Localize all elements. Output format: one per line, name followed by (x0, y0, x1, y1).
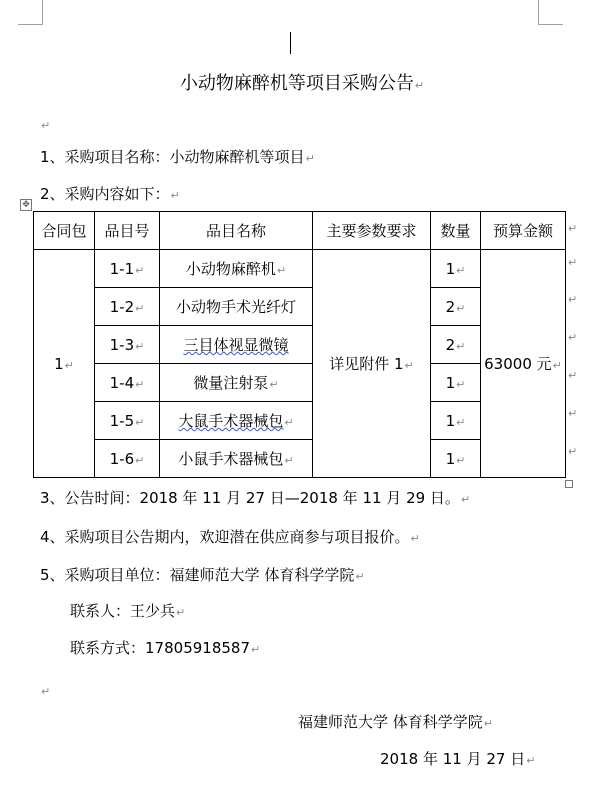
package-cell: 1↵ (34, 250, 95, 478)
margin-corner-top-left (18, 0, 43, 25)
margin-corner-top-right (538, 0, 563, 25)
contact-person: 联系人：王少兵↵ (70, 602, 186, 620)
row-end-mark: ↵ (568, 445, 578, 458)
empty-paragraph: ↵ (41, 119, 51, 132)
item-1: 1、采购项目名称：小动物麻醉机等项目↵ (40, 148, 315, 166)
item-5: 5、采购项目单位：福建师范大学 体育科学学院↵ (40, 566, 365, 584)
name-cell: 三目体视显微镜 (160, 326, 313, 364)
name-cell: 微量注射泵↵ (160, 364, 313, 402)
signature-date: 2018 年 11 月 27 日↵ (380, 750, 536, 768)
table-header-row (34, 212, 566, 250)
row-end-mark: ↵ (568, 407, 578, 420)
row-end-mark: ↵ (568, 222, 578, 235)
text-cursor (290, 32, 291, 54)
name-cell: 小鼠手术器械包↵ (160, 440, 313, 478)
code-cell: 1-6↵ (95, 440, 160, 478)
table-move-handle-icon[interactable]: ✥ (20, 199, 32, 211)
qty-cell: 1↵ (431, 440, 481, 478)
table-resize-handle[interactable] (565, 480, 573, 488)
header-cell: 合同包 (34, 212, 95, 250)
row-end-mark: ↵ (568, 256, 578, 269)
code-cell: 1-1↵ (95, 250, 160, 288)
params-cell: 详见附件 1↵ (313, 250, 431, 478)
document-title: 小动物麻醉机等项目采购公告↵ (179, 73, 425, 94)
code-cell: 1-3↵ (95, 326, 160, 364)
empty-paragraph: ↵ (41, 685, 51, 698)
item-3: 3、公告时间：2018 年 11 月 27 日—2018 年 11 月 29 日。↵ (40, 489, 471, 507)
header-cell: 主要参数要求 (313, 212, 431, 250)
qty-cell: 2↵ (431, 326, 481, 364)
row-end-mark: ↵ (568, 369, 578, 382)
row-end-mark: ↵ (568, 331, 578, 344)
code-cell: 1-5↵ (95, 402, 160, 440)
code-cell: 1-4↵ (95, 364, 160, 402)
qty-cell: 1↵ (431, 364, 481, 402)
row-end-mark: ↵ (568, 293, 578, 306)
header-cell: 数量 (431, 212, 481, 250)
procurement-table (33, 211, 566, 478)
qty-cell: 1↵ (431, 402, 481, 440)
qty-cell: 1↵ (431, 250, 481, 288)
signature-org: 福建师范大学 体育科学学院↵ (298, 713, 493, 731)
qty-cell: 2↵ (431, 288, 481, 326)
header-cell: 品目名称 (160, 212, 313, 250)
name-cell: 小动物麻醉机↵ (160, 250, 313, 288)
table-row (34, 250, 566, 288)
name-cell: 大鼠手术器械包↵ (160, 402, 313, 440)
header-cell: 品目号 (95, 212, 160, 250)
name-cell: 小动物手术光纤灯 (160, 288, 313, 326)
code-cell: 1-2↵ (95, 288, 160, 326)
contact-phone: 联系方式：17805918587↵ (70, 639, 261, 657)
header-cell: 预算金额 (481, 212, 566, 250)
item-2: 2、采购内容如下：↵ (40, 185, 180, 203)
item-4: 4、采购项目公告期内，欢迎潜在供应商参与项目报价。↵ (40, 528, 420, 546)
budget-cell: 63000 元↵ (481, 250, 566, 478)
